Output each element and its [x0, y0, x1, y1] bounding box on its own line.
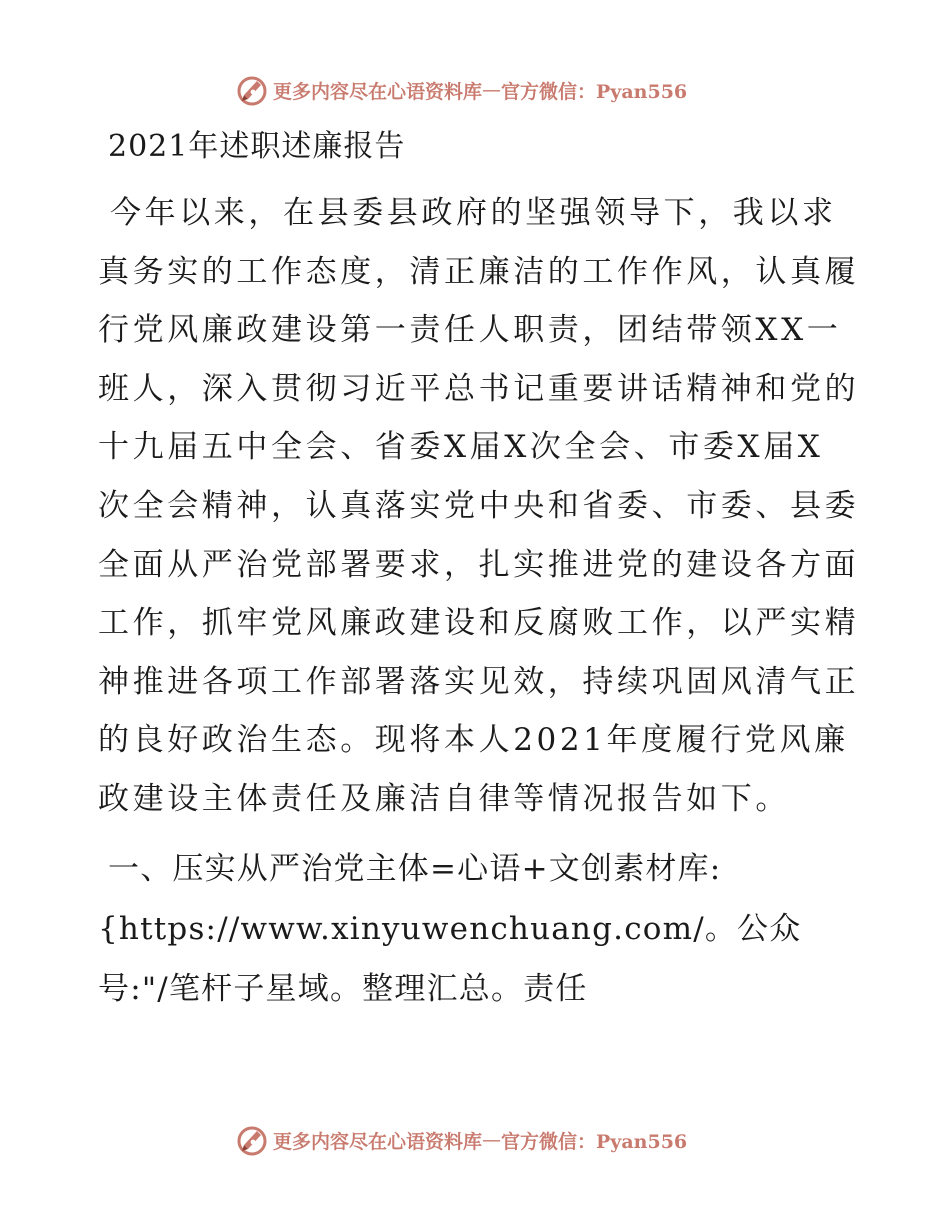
pen-logo-icon [235, 1123, 269, 1157]
document-title: 2021年述职述廉报告 [108, 129, 406, 164]
document-body [98, 122, 858, 1019]
watermark-contact: 官方微信：Pyan556 [501, 1130, 688, 1153]
paragraph-line: 政建设主体责任及廉洁自律等情况报告如下。 [98, 780, 790, 817]
header-watermark [235, 72, 687, 108]
section-line: 号:"/笔杆子星域。整理汇总。责任 [98, 970, 588, 1007]
pen-logo-icon [235, 73, 269, 107]
watermark-contact: 官方微信：Pyan556 [501, 80, 688, 103]
paragraph-line: 的良好政治生态。现将本人2021年度履行党风廉 [98, 722, 849, 759]
watermark-text: 更多内容尽在心语资料库 [273, 1130, 483, 1153]
section-line: 一、压实从严治党主体=心语+文创素材库: [108, 850, 722, 887]
paragraph-line: 十九届五中全会、省委X届X次全会、市委X届X [98, 429, 824, 466]
paragraph-line: 全面从严治党部署要求，扎实推进党的建设各方面 [98, 546, 860, 583]
paragraph-line: 神推进各项工作部署落实见效，持续巩固风清气正 [98, 663, 860, 700]
paragraph-line: 次全会精神，认真落实党中央和省委、市委、县委 [98, 487, 860, 524]
paragraph-line: 真务实的工作态度，清正廉洁的工作作风，认真履 [98, 253, 860, 290]
paragraph-line: 今年以来，在县委县政府的坚强领导下，我以求 [110, 195, 837, 231]
section-line: {https://www.xinyuwenchuang.com/。公众 [98, 910, 802, 947]
watermark-text: 更多内容尽在心语资料库 [273, 80, 483, 103]
section-heading [98, 839, 858, 1019]
paragraph-line: 工作，抓牢党风廉政建设和反腐败工作，以严实精 [98, 605, 860, 642]
paragraph-line: 行党风廉政建设第一责任人职责，团结带领XX一 [98, 312, 842, 349]
watermark-separator: — [482, 79, 502, 101]
paragraph-line: 班人，深入贯彻习近平总书记重要讲话精神和党的 [98, 370, 860, 407]
watermark-separator: — [482, 1129, 502, 1151]
intro-paragraph [98, 184, 858, 829]
footer-watermark [235, 1122, 687, 1158]
